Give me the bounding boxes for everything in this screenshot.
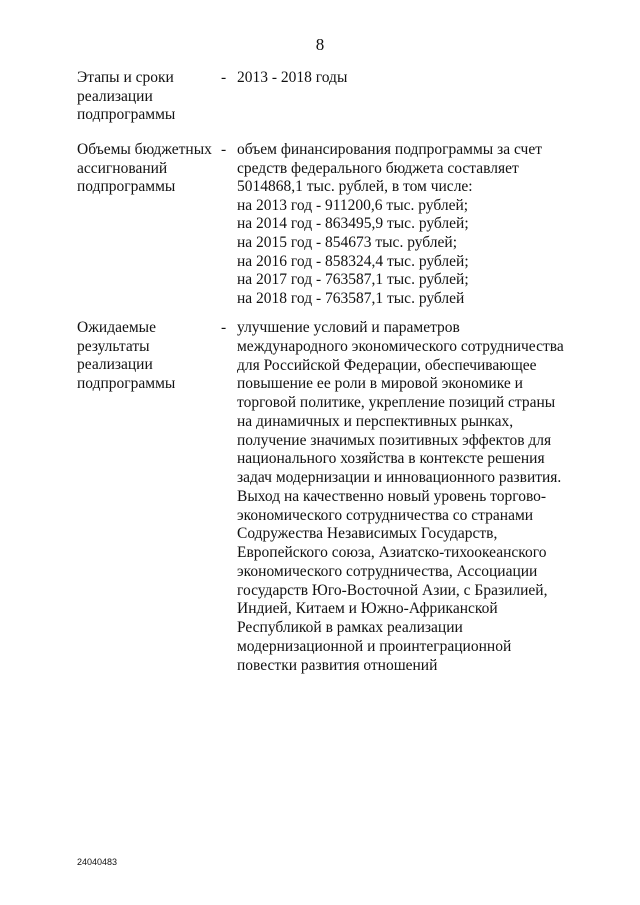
- section-stages: [77, 69, 567, 125]
- results-content: улучшение условий и параметров международного экономического сотрудничества для Российской Федерации, обеспечивающее повышение ее роли в мировой экономике и торговой политике, укрепление позиций страны на динамичных и перспективных рынках, получение значимых позитивных эффектов для национального хозяйства в контексте решения задач модернизации и инновационного развития. Выход на качественно новый уровень торгово- экономического сотрудничества со странами Содружества Независимых Государств, Европейского союза, Азиатско-тихоокеанского экономического сотрудничества, Ассоциации государств Юго-Восточной Азии, с Бразилией, Индией, Китаем и Южно-Африканской Республикой в рамках реализации модернизационной и проинтеграционной повестки развития отношений: [237, 319, 564, 674]
- section-budget: [77, 141, 567, 308]
- page-number: 8: [315, 35, 325, 54]
- budget-label: Объемы бюджетных ассигнований подпрограммы: [77, 141, 212, 195]
- document-code: 24040483: [77, 857, 118, 867]
- stages-label: Этапы и сроки реализации подпрограммы: [77, 69, 176, 123]
- budget-dash: -: [221, 141, 227, 158]
- stages-content: 2013 - 2018 годы: [237, 69, 348, 86]
- results-dash: -: [221, 319, 227, 336]
- section-results: [77, 319, 567, 675]
- budget-content: объем финансирования подпрограммы за счет средств федерального бюджета составляет 5014868,1 тыс. рублей, в том числе: на 2013 год - 911200,6 тыс. рублей; на 2014 год - 863495,9 тыс. рублей; на 2015 год - 854673 тыс. рублей; на 2016 год - 858324,4 тыс. рублей; на 2017 год - 763587,1 тыс. рублей; на 2018 год - 763587,1 тыс. рублей: [237, 141, 542, 307]
- results-label: Ожидаемые результаты реализации подпрограммы: [77, 319, 176, 392]
- stages-dash: -: [221, 69, 227, 86]
